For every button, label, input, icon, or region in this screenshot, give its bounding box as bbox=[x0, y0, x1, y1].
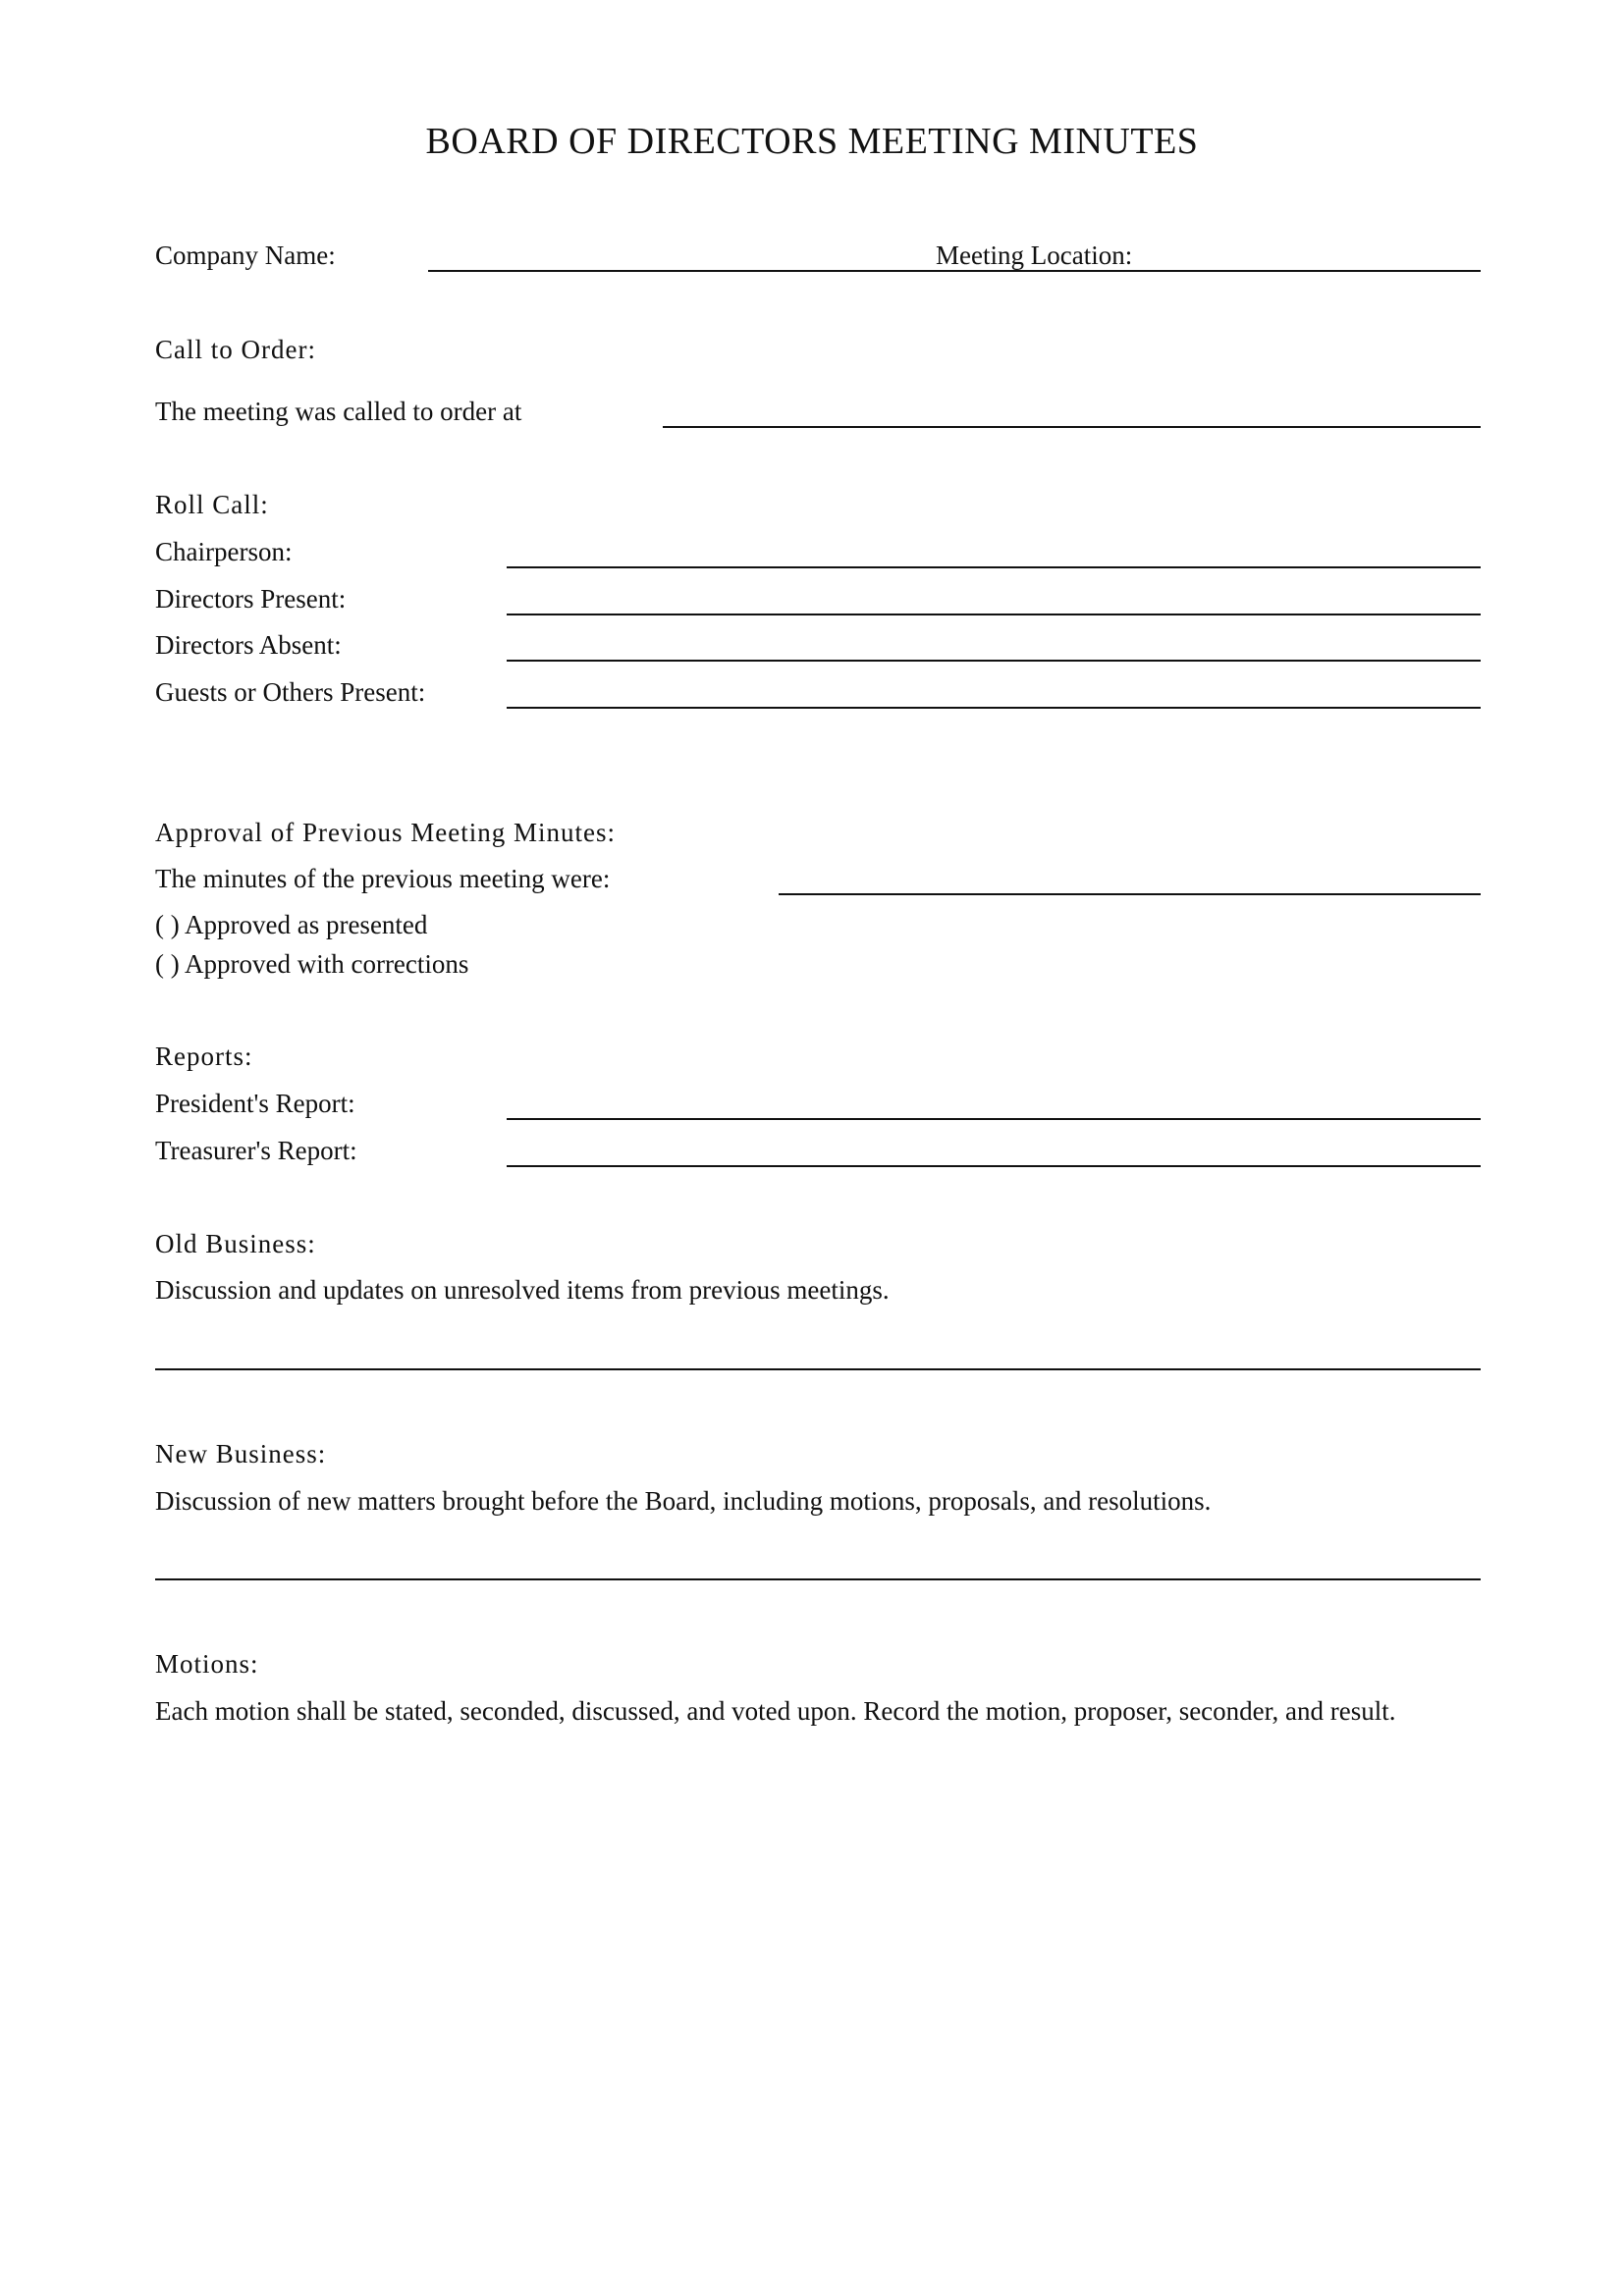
called-to-order-time-field[interactable] bbox=[663, 426, 1481, 428]
previous-minutes-text: The minutes of the previous meeting were: bbox=[155, 864, 611, 893]
new-business-text: Discussion of new matters brought before the Board, including motions, proposals, and resolutions. bbox=[155, 1486, 1212, 1516]
approved-as-presented-option[interactable]: ( ) Approved as presented bbox=[155, 910, 428, 939]
directors-present-field[interactable] bbox=[507, 614, 1481, 615]
roll-call-heading: Roll Call: bbox=[155, 490, 269, 519]
directors-present-label: Directors Present: bbox=[155, 584, 347, 614]
presidents-report-field[interactable] bbox=[507, 1118, 1481, 1120]
treasurers-report-label: Treasurer's Report: bbox=[155, 1136, 357, 1165]
new-business-field[interactable] bbox=[155, 1578, 1481, 1580]
old-business-field[interactable] bbox=[155, 1368, 1481, 1370]
meeting-location-label: Meeting Location: bbox=[936, 240, 1133, 270]
directors-absent-label: Directors Absent: bbox=[155, 630, 342, 660]
called-to-order-text: The meeting was called to order at bbox=[155, 397, 522, 426]
motions-heading: Motions: bbox=[155, 1649, 259, 1679]
approval-heading: Approval of Previous Meeting Minutes: bbox=[155, 818, 616, 847]
call-to-order-heading: Call to Order: bbox=[155, 335, 316, 364]
chairperson-label: Chairperson: bbox=[155, 537, 293, 566]
directors-absent-field[interactable] bbox=[507, 660, 1481, 662]
chairperson-field[interactable] bbox=[507, 566, 1481, 568]
previous-minutes-field[interactable] bbox=[779, 893, 1481, 895]
presidents-report-label: President's Report: bbox=[155, 1089, 355, 1118]
new-business-heading: New Business: bbox=[155, 1439, 327, 1468]
old-business-heading: Old Business: bbox=[155, 1229, 316, 1258]
guests-present-label: Guests or Others Present: bbox=[155, 677, 426, 707]
page-title: BOARD OF DIRECTORS MEETING MINUTES bbox=[425, 121, 1199, 162]
approved-with-corrections-option[interactable]: ( ) Approved with corrections bbox=[155, 949, 469, 979]
motions-text: Each motion shall be stated, seconded, discussed, and voted upon. Record the motion, proposer, seconder, and result. bbox=[155, 1696, 1396, 1726]
guests-present-field[interactable] bbox=[507, 707, 1481, 709]
reports-heading: Reports: bbox=[155, 1041, 253, 1071]
treasurers-report-field[interactable] bbox=[507, 1165, 1481, 1167]
company-name-label: Company Name: bbox=[155, 240, 336, 270]
old-business-text: Discussion and updates on unresolved items from previous meetings. bbox=[155, 1275, 890, 1305]
